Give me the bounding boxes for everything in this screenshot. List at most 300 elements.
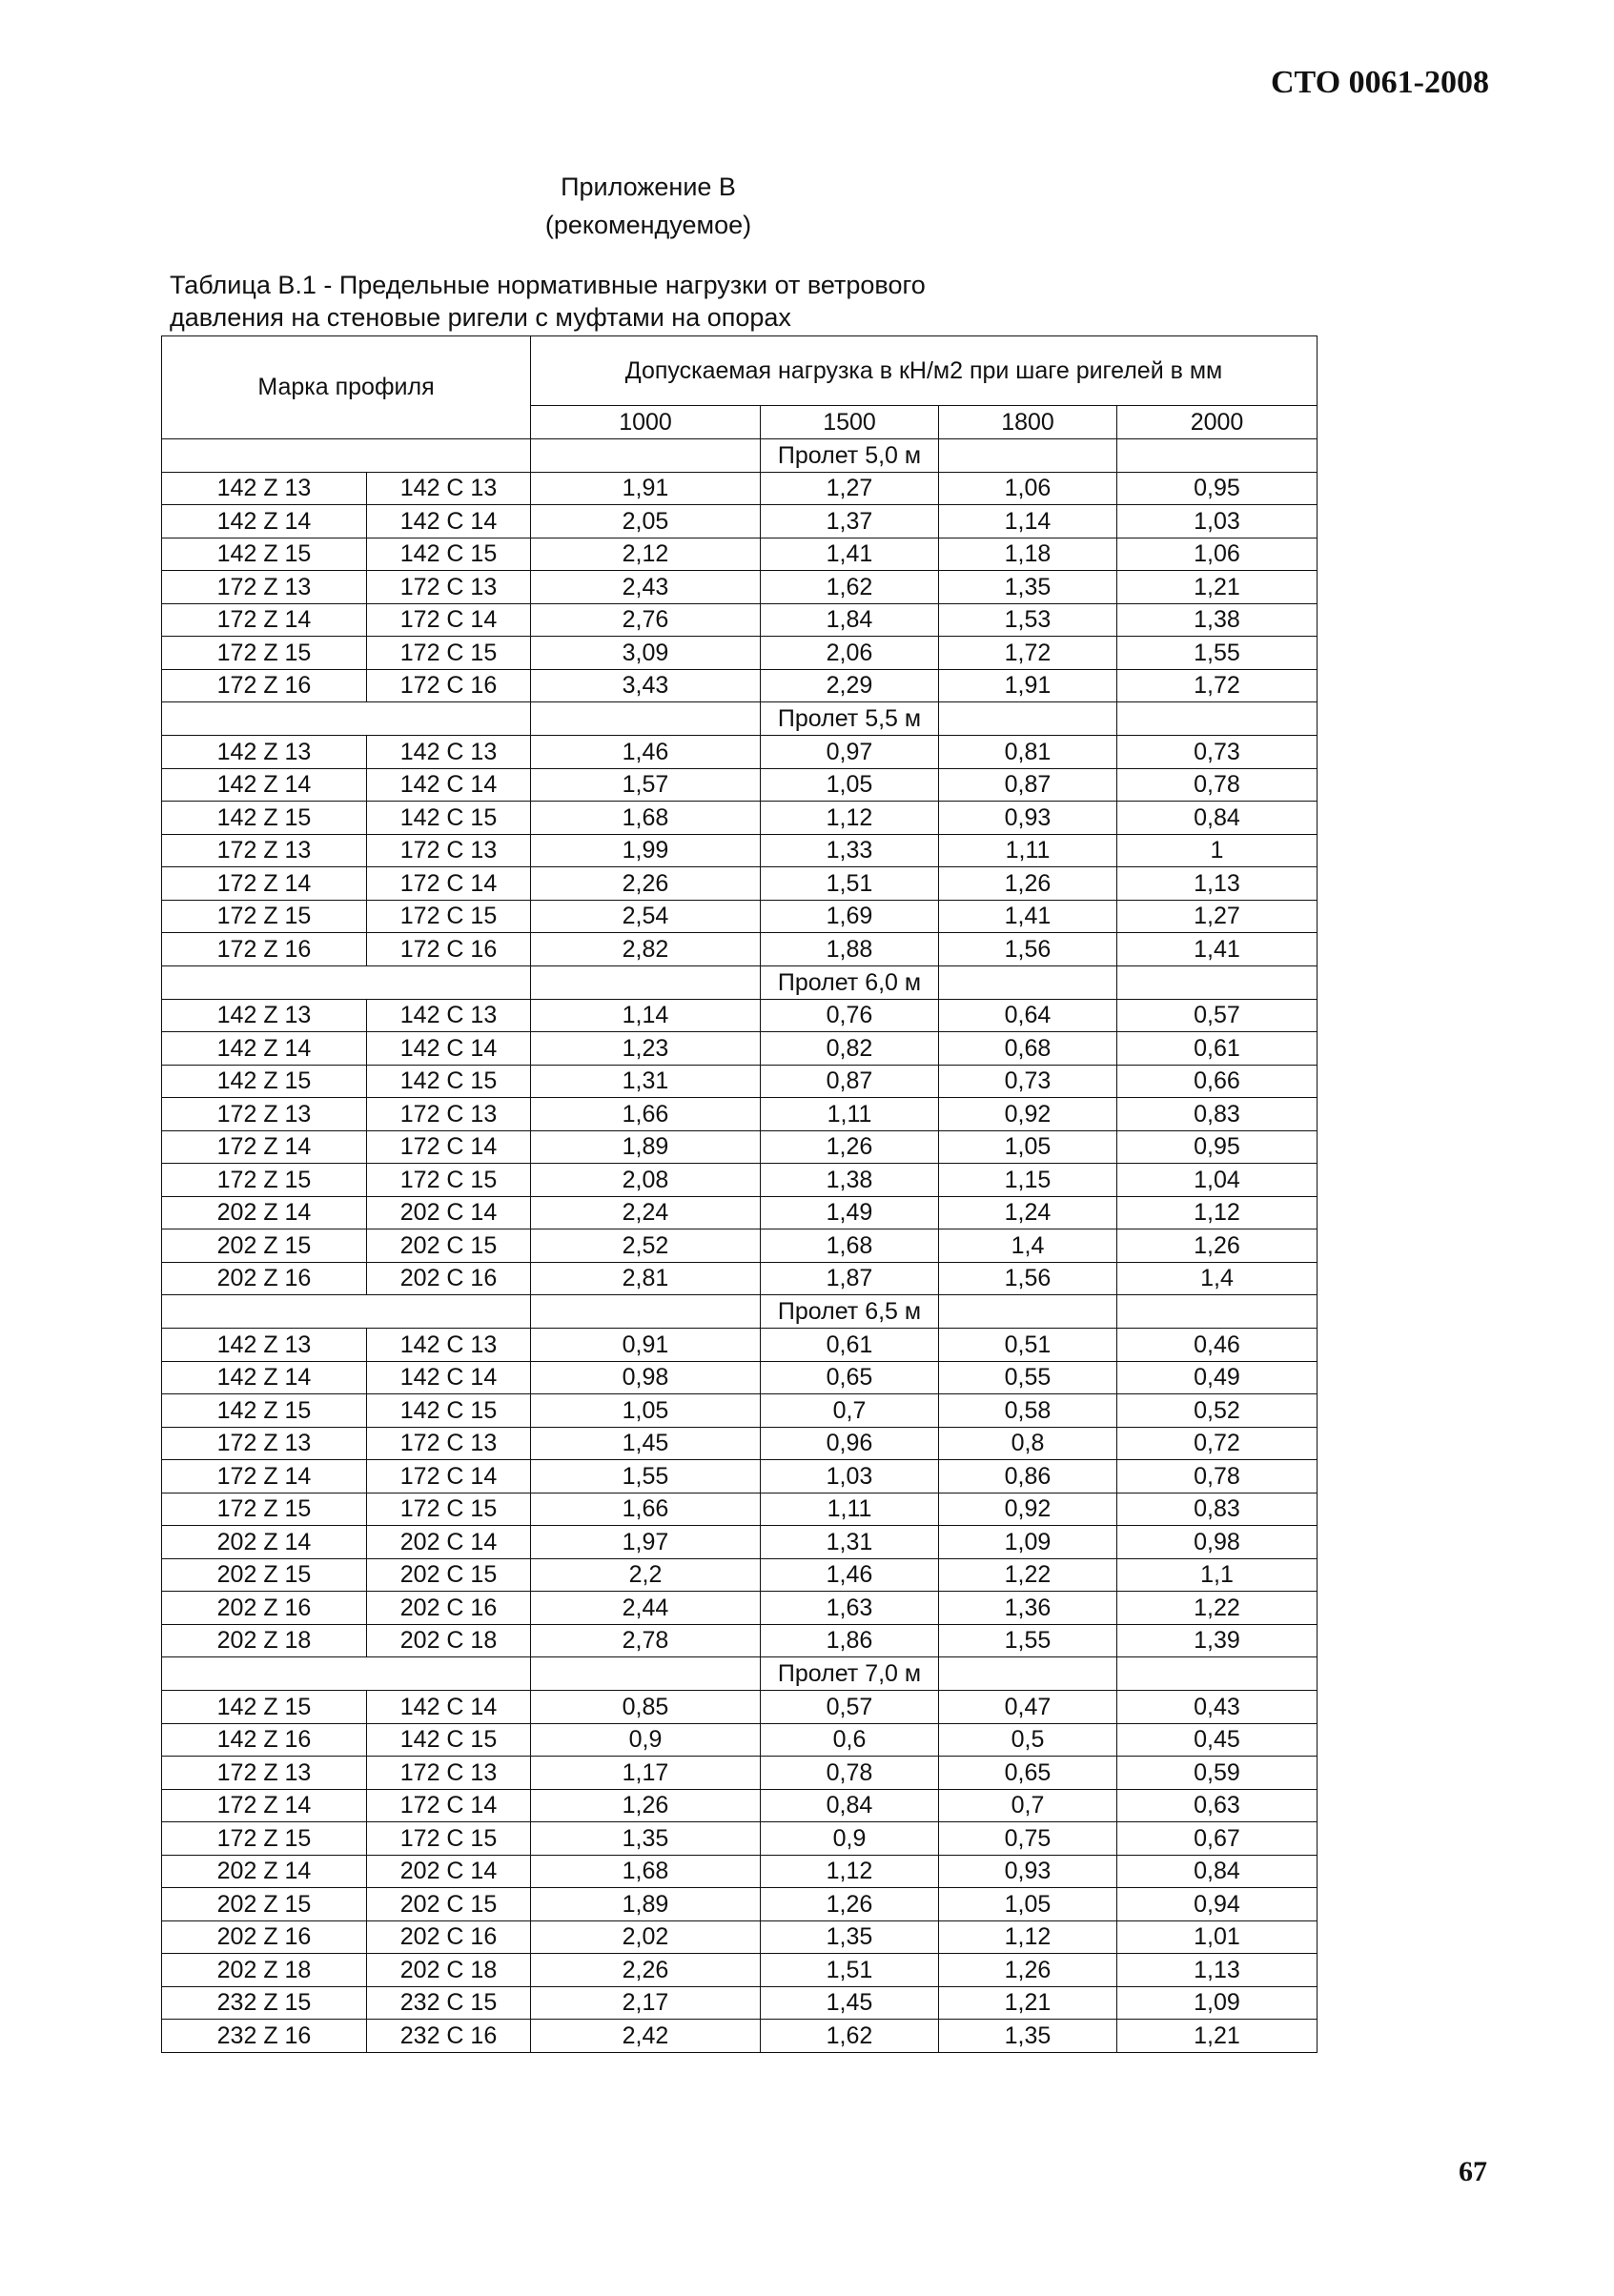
cell-profile-z: 232 Z 16: [162, 2020, 367, 2053]
cell-profile-z: 172 Z 13: [162, 1098, 367, 1131]
span-label: Пролет 7,0 м: [761, 1657, 939, 1691]
cell-profile-z: 172 Z 15: [162, 1164, 367, 1197]
cell-load-1800: 1,56: [939, 933, 1117, 966]
cell-profile-c: 142 C 13: [367, 472, 531, 505]
cell-load-2000: 1,13: [1117, 1954, 1318, 1987]
cell-load-1800: 0,92: [939, 1493, 1117, 1526]
cell-profile-z: 202 Z 15: [162, 1558, 367, 1592]
cell-load-1500: 1,33: [761, 834, 939, 867]
cell-profile-z: 172 Z 15: [162, 1493, 367, 1526]
cell-load-1800: 0,75: [939, 1822, 1117, 1856]
cell-load-2000: 0,98: [1117, 1526, 1318, 1559]
cell-load-2000: 0,78: [1117, 1460, 1318, 1493]
cell-load-2000: 0,49: [1117, 1361, 1318, 1394]
cell-load-2000: 1,06: [1117, 538, 1318, 571]
cell-profile-c: 202 C 18: [367, 1624, 531, 1657]
cell-profile-z: 142 Z 13: [162, 736, 367, 769]
cell-load-1500: 2,29: [761, 669, 939, 702]
cell-load-2000: 0,78: [1117, 768, 1318, 802]
cell-profile-c: 142 C 15: [367, 802, 531, 835]
cell-load-1500: 0,57: [761, 1691, 939, 1724]
cell-profile-z: 172 Z 13: [162, 834, 367, 867]
cell-load-1500: 2,06: [761, 637, 939, 670]
table-row: [162, 1888, 1318, 1921]
cell-load-1000: 2,08: [531, 1164, 761, 1197]
cell-profile-c: 202 C 15: [367, 1229, 531, 1263]
table-row: [162, 802, 1318, 835]
cell-load-1000: 1,99: [531, 834, 761, 867]
cell-load-2000: 1,39: [1117, 1624, 1318, 1657]
cell-load-1500: 1,87: [761, 1262, 939, 1295]
cell-load-1500: 1,62: [761, 2020, 939, 2053]
span-header-blank: [531, 1657, 761, 1691]
table-row: [162, 900, 1318, 933]
cell-profile-c: 142 C 14: [367, 1032, 531, 1066]
span-header-row: [162, 1295, 1318, 1329]
cell-load-2000: 1,41: [1117, 933, 1318, 966]
table-row: [162, 637, 1318, 670]
cell-load-2000: 1,4: [1117, 1262, 1318, 1295]
cell-profile-z: 172 Z 14: [162, 867, 367, 901]
cell-profile-c: 172 C 14: [367, 1789, 531, 1822]
span-header-blank: [1117, 1295, 1318, 1329]
cell-load-1800: 1,06: [939, 472, 1117, 505]
table-row: [162, 834, 1318, 867]
header-allowed-load: Допускаемая нагрузка в кН/м2 при шаге ригелей в мм: [531, 336, 1318, 406]
cell-load-1800: 0,55: [939, 1361, 1117, 1394]
cell-profile-z: 142 Z 13: [162, 1329, 367, 1362]
table-row: [162, 999, 1318, 1032]
table-row: [162, 768, 1318, 802]
cell-profile-z: 202 Z 14: [162, 1855, 367, 1888]
cell-load-1800: 1,05: [939, 1130, 1117, 1164]
cell-profile-c: 172 C 13: [367, 1098, 531, 1131]
span-header-blank: [162, 1295, 531, 1329]
cell-profile-c: 172 C 15: [367, 1822, 531, 1856]
table-row: [162, 1098, 1318, 1131]
cell-profile-c: 202 C 14: [367, 1196, 531, 1229]
cell-profile-z: 202 Z 15: [162, 1229, 367, 1263]
table-row: [162, 1558, 1318, 1592]
cell-load-1000: 0,98: [531, 1361, 761, 1394]
cell-load-1500: 1,84: [761, 603, 939, 637]
cell-load-1000: 1,68: [531, 802, 761, 835]
cell-load-1800: 1,55: [939, 1624, 1117, 1657]
table-row: [162, 1329, 1318, 1362]
cell-profile-c: 202 C 18: [367, 1954, 531, 1987]
cell-profile-c: 142 C 15: [367, 538, 531, 571]
cell-load-1800: 1,41: [939, 900, 1117, 933]
cell-load-2000: 1,38: [1117, 603, 1318, 637]
table-row: [162, 933, 1318, 966]
span-header-blank: [939, 1657, 1117, 1691]
cell-profile-c: 172 C 14: [367, 603, 531, 637]
cell-profile-c: 202 C 16: [367, 1920, 531, 1954]
table-row: [162, 1262, 1318, 1295]
cell-load-1500: 1,63: [761, 1592, 939, 1625]
cell-load-1800: 1,4: [939, 1229, 1117, 1263]
cell-profile-c: 172 C 13: [367, 571, 531, 604]
cell-load-1500: 1,37: [761, 505, 939, 538]
cell-profile-c: 172 C 16: [367, 669, 531, 702]
page-number: 67: [1459, 2156, 1487, 2187]
cell-profile-z: 172 Z 16: [162, 933, 367, 966]
cell-profile-z: 142 Z 13: [162, 472, 367, 505]
cell-load-1500: 0,9: [761, 1822, 939, 1856]
cell-profile-z: 172 Z 15: [162, 1822, 367, 1856]
cell-load-1800: 1,15: [939, 1164, 1117, 1197]
cell-load-2000: 0,63: [1117, 1789, 1318, 1822]
cell-load-2000: 1,13: [1117, 867, 1318, 901]
table-row: [162, 1526, 1318, 1559]
cell-load-2000: 0,94: [1117, 1888, 1318, 1921]
cell-load-2000: 1,72: [1117, 669, 1318, 702]
cell-load-1000: 1,89: [531, 1888, 761, 1921]
cell-load-2000: 0,45: [1117, 1723, 1318, 1757]
cell-profile-c: 172 C 15: [367, 1164, 531, 1197]
cell-profile-z: 202 Z 15: [162, 1888, 367, 1921]
cell-profile-c: 202 C 15: [367, 1558, 531, 1592]
cell-load-1500: 1,62: [761, 571, 939, 604]
cell-load-1500: 1,11: [761, 1493, 939, 1526]
cell-profile-c: 202 C 15: [367, 1888, 531, 1921]
cell-load-1500: 1,03: [761, 1460, 939, 1493]
cell-load-1500: 0,61: [761, 1329, 939, 1362]
cell-load-1800: 1,56: [939, 1262, 1117, 1295]
table-row: [162, 571, 1318, 604]
cell-profile-z: 172 Z 13: [162, 571, 367, 604]
table-row: [162, 472, 1318, 505]
cell-profile-z: 142 Z 14: [162, 1361, 367, 1394]
cell-profile-z: 142 Z 15: [162, 1065, 367, 1098]
cell-profile-z: 142 Z 16: [162, 1723, 367, 1757]
cell-load-1800: 1,11: [939, 834, 1117, 867]
cell-load-1800: 0,81: [939, 736, 1117, 769]
cell-profile-z: 172 Z 14: [162, 1130, 367, 1164]
table-row: [162, 1822, 1318, 1856]
cell-load-1500: 0,97: [761, 736, 939, 769]
load-table-body: [162, 336, 1318, 2053]
cell-load-1800: 1,36: [939, 1592, 1117, 1625]
cell-load-1800: 1,35: [939, 571, 1117, 604]
cell-load-1000: 2,52: [531, 1229, 761, 1263]
cell-load-2000: 1: [1117, 834, 1318, 867]
cell-load-1800: 0,93: [939, 802, 1117, 835]
cell-profile-c: 202 C 14: [367, 1855, 531, 1888]
cell-load-2000: 0,84: [1117, 802, 1318, 835]
span-header-blank: [162, 965, 531, 999]
cell-load-1500: 0,96: [761, 1427, 939, 1460]
cell-load-1800: 0,64: [939, 999, 1117, 1032]
cell-load-2000: 0,95: [1117, 1130, 1318, 1164]
cell-profile-c: 202 C 16: [367, 1262, 531, 1295]
cell-load-1000: 2,26: [531, 867, 761, 901]
table-row: [162, 1757, 1318, 1790]
table-row: [162, 538, 1318, 571]
cell-profile-c: 172 C 13: [367, 1427, 531, 1460]
cell-load-1800: 1,53: [939, 603, 1117, 637]
cell-load-1800: 0,86: [939, 1460, 1117, 1493]
cell-profile-z: 172 Z 14: [162, 1460, 367, 1493]
span-header-blank: [1117, 702, 1318, 736]
cell-profile-c: 142 C 15: [367, 1394, 531, 1428]
cell-profile-c: 172 C 14: [367, 1130, 531, 1164]
cell-load-1000: 1,35: [531, 1822, 761, 1856]
cell-load-1000: 1,89: [531, 1130, 761, 1164]
cell-profile-z: 172 Z 15: [162, 637, 367, 670]
cell-load-1500: 1,88: [761, 933, 939, 966]
cell-profile-z: 142 Z 15: [162, 538, 367, 571]
cell-profile-c: 142 C 14: [367, 505, 531, 538]
cell-load-2000: 0,73: [1117, 736, 1318, 769]
cell-profile-c: 142 C 13: [367, 736, 531, 769]
cell-load-2000: 1,09: [1117, 1986, 1318, 2020]
cell-profile-c: 172 C 15: [367, 637, 531, 670]
cell-load-1000: 1,57: [531, 768, 761, 802]
header-step-1800: 1800: [939, 406, 1117, 439]
span-header-blank: [1117, 965, 1318, 999]
cell-load-1500: 0,6: [761, 1723, 939, 1757]
cell-load-1500: 1,86: [761, 1624, 939, 1657]
cell-profile-c: 172 C 15: [367, 1493, 531, 1526]
load-table: [161, 335, 1318, 2053]
cell-load-1000: 2,26: [531, 1954, 761, 1987]
cell-load-1000: 1,97: [531, 1526, 761, 1559]
cell-load-1500: 1,05: [761, 768, 939, 802]
table-row: [162, 1196, 1318, 1229]
cell-profile-c: 232 C 16: [367, 2020, 531, 2053]
table-row: [162, 1460, 1318, 1493]
cell-load-2000: 0,66: [1117, 1065, 1318, 1098]
cell-load-1800: 1,26: [939, 867, 1117, 901]
span-label: Пролет 5,0 м: [761, 438, 939, 472]
cell-profile-c: 232 C 15: [367, 1986, 531, 2020]
span-header-blank: [162, 1657, 531, 1691]
table-row: [162, 1920, 1318, 1954]
appendix-heading: [477, 168, 820, 244]
table-row: [162, 603, 1318, 637]
table-row: [162, 1229, 1318, 1263]
cell-load-1000: 1,17: [531, 1757, 761, 1790]
cell-load-1800: 1,72: [939, 637, 1117, 670]
cell-load-2000: 0,83: [1117, 1493, 1318, 1526]
cell-load-2000: 1,03: [1117, 505, 1318, 538]
cell-profile-z: 202 Z 14: [162, 1196, 367, 1229]
table-row: [162, 1954, 1318, 1987]
cell-load-1800: 1,35: [939, 2020, 1117, 2053]
cell-profile-z: 202 Z 14: [162, 1526, 367, 1559]
cell-load-2000: 1,04: [1117, 1164, 1318, 1197]
table-header-row: [162, 336, 1318, 406]
cell-load-1000: 2,76: [531, 603, 761, 637]
table-row: [162, 867, 1318, 901]
header-step-1500: 1500: [761, 406, 939, 439]
appendix-title: Приложение В: [561, 173, 736, 201]
span-header-blank: [1117, 438, 1318, 472]
table-row: [162, 1427, 1318, 1460]
table-row: [162, 669, 1318, 702]
table-row: [162, 736, 1318, 769]
span-label: Пролет 5,5 м: [761, 702, 939, 736]
cell-load-1500: 0,65: [761, 1361, 939, 1394]
cell-profile-z: 142 Z 14: [162, 768, 367, 802]
cell-load-2000: 0,72: [1117, 1427, 1318, 1460]
cell-load-1800: 0,93: [939, 1855, 1117, 1888]
cell-load-1800: 0,68: [939, 1032, 1117, 1066]
cell-profile-z: 202 Z 18: [162, 1624, 367, 1657]
cell-load-1500: 0,76: [761, 999, 939, 1032]
cell-profile-c: 202 C 16: [367, 1592, 531, 1625]
cell-load-2000: 0,57: [1117, 999, 1318, 1032]
cell-load-1000: 1,91: [531, 472, 761, 505]
header-step-2000: 2000: [1117, 406, 1318, 439]
table-row: [162, 1394, 1318, 1428]
cell-profile-z: 202 Z 16: [162, 1592, 367, 1625]
cell-load-1500: 1,11: [761, 1098, 939, 1131]
cell-load-2000: 1,22: [1117, 1592, 1318, 1625]
cell-load-2000: 0,59: [1117, 1757, 1318, 1790]
span-header-blank: [162, 702, 531, 736]
cell-load-1800: 0,8: [939, 1427, 1117, 1460]
cell-load-1500: 0,7: [761, 1394, 939, 1428]
cell-load-1800: 1,18: [939, 538, 1117, 571]
span-header-blank: [531, 438, 761, 472]
span-header-blank: [939, 965, 1117, 999]
span-label: Пролет 6,0 м: [761, 965, 939, 999]
cell-load-2000: 1,55: [1117, 637, 1318, 670]
cell-load-1000: 1,23: [531, 1032, 761, 1066]
cell-load-1000: 1,66: [531, 1098, 761, 1131]
cell-load-1000: 2,82: [531, 933, 761, 966]
cell-load-1000: 1,68: [531, 1855, 761, 1888]
cell-profile-c: 172 C 14: [367, 1460, 531, 1493]
cell-load-2000: 1,26: [1117, 1229, 1318, 1263]
cell-load-1000: 2,54: [531, 900, 761, 933]
cell-profile-z: 172 Z 14: [162, 1789, 367, 1822]
table-row: [162, 1789, 1318, 1822]
cell-load-1000: 1,66: [531, 1493, 761, 1526]
cell-profile-c: 142 C 13: [367, 999, 531, 1032]
table-row: [162, 1361, 1318, 1394]
cell-load-1800: 0,47: [939, 1691, 1117, 1724]
table-caption-line-2: давления на стеновые ригели с муфтами на опорах: [170, 303, 791, 332]
span-header-blank: [939, 1295, 1117, 1329]
cell-profile-c: 142 C 14: [367, 1361, 531, 1394]
cell-profile-z: 172 Z 15: [162, 900, 367, 933]
cell-load-1500: 1,12: [761, 1855, 939, 1888]
cell-profile-c: 172 C 15: [367, 900, 531, 933]
table-row: [162, 1723, 1318, 1757]
cell-load-1000: 2,05: [531, 505, 761, 538]
cell-load-2000: 0,61: [1117, 1032, 1318, 1066]
cell-load-1800: 0,51: [939, 1329, 1117, 1362]
cell-load-1000: 2,43: [531, 571, 761, 604]
cell-load-1000: 1,14: [531, 999, 761, 1032]
cell-load-1800: 1,05: [939, 1888, 1117, 1921]
cell-load-1000: 3,09: [531, 637, 761, 670]
cell-profile-c: 172 C 13: [367, 834, 531, 867]
cell-profile-c: 142 C 15: [367, 1723, 531, 1757]
cell-load-1000: 2,24: [531, 1196, 761, 1229]
cell-load-1000: 2,42: [531, 2020, 761, 2053]
cell-load-1000: 0,85: [531, 1691, 761, 1724]
cell-load-1500: 1,69: [761, 900, 939, 933]
cell-load-1800: 1,26: [939, 1954, 1117, 1987]
document-code: СТО 0061-2008: [1270, 65, 1489, 100]
cell-load-1500: 1,68: [761, 1229, 939, 1263]
table-row: [162, 1592, 1318, 1625]
header-profile-mark: Марка профиля: [162, 336, 531, 439]
cell-load-1000: 1,31: [531, 1065, 761, 1098]
cell-load-2000: 1,21: [1117, 2020, 1318, 2053]
cell-load-1800: 1,22: [939, 1558, 1117, 1592]
cell-load-1800: 0,92: [939, 1098, 1117, 1131]
cell-load-1800: 0,73: [939, 1065, 1117, 1098]
cell-profile-z: 142 Z 13: [162, 999, 367, 1032]
cell-load-1000: 1,46: [531, 736, 761, 769]
cell-load-1500: 1,26: [761, 1130, 939, 1164]
cell-profile-c: 172 C 13: [367, 1757, 531, 1790]
cell-load-1000: 2,12: [531, 538, 761, 571]
span-header-blank: [162, 438, 531, 472]
cell-profile-c: 142 C 14: [367, 768, 531, 802]
table-row: [162, 505, 1318, 538]
span-header-blank: [531, 1295, 761, 1329]
cell-profile-z: 202 Z 16: [162, 1920, 367, 1954]
cell-load-2000: 1,1: [1117, 1558, 1318, 1592]
cell-load-1800: 1,12: [939, 1920, 1117, 1954]
span-header-row: [162, 1657, 1318, 1691]
cell-load-1800: 1,09: [939, 1526, 1117, 1559]
cell-load-1500: 1,27: [761, 472, 939, 505]
cell-load-1000: 1,45: [531, 1427, 761, 1460]
cell-load-2000: 0,67: [1117, 1822, 1318, 1856]
cell-load-1500: 1,35: [761, 1920, 939, 1954]
span-header-blank: [939, 702, 1117, 736]
cell-profile-z: 172 Z 14: [162, 603, 367, 637]
cell-load-1000: 2,17: [531, 1986, 761, 2020]
span-label: Пролет 6,5 м: [761, 1295, 939, 1329]
cell-load-1500: 1,51: [761, 1954, 939, 1987]
table-row: [162, 1855, 1318, 1888]
table-row: [162, 1032, 1318, 1066]
cell-profile-c: 142 C 15: [367, 1065, 531, 1098]
span-header-row: [162, 438, 1318, 472]
cell-load-1000: 3,43: [531, 669, 761, 702]
cell-load-1500: 1,26: [761, 1888, 939, 1921]
cell-load-2000: 0,46: [1117, 1329, 1318, 1362]
table-caption: [170, 269, 1028, 334]
cell-profile-c: 172 C 14: [367, 867, 531, 901]
cell-profile-z: 172 Z 13: [162, 1427, 367, 1460]
cell-profile-z: 142 Z 15: [162, 1394, 367, 1428]
header-step-1000: 1000: [531, 406, 761, 439]
cell-profile-c: 172 C 16: [367, 933, 531, 966]
cell-load-2000: 0,84: [1117, 1855, 1318, 1888]
cell-load-2000: 0,83: [1117, 1098, 1318, 1131]
cell-profile-c: 202 C 14: [367, 1526, 531, 1559]
cell-profile-z: 142 Z 14: [162, 1032, 367, 1066]
cell-load-1500: 1,12: [761, 802, 939, 835]
cell-load-1000: 2,81: [531, 1262, 761, 1295]
cell-load-1500: 1,51: [761, 867, 939, 901]
span-header-blank: [531, 965, 761, 999]
cell-load-2000: 1,27: [1117, 900, 1318, 933]
cell-load-1000: 1,05: [531, 1394, 761, 1428]
cell-load-1800: 0,87: [939, 768, 1117, 802]
cell-load-1800: 0,58: [939, 1394, 1117, 1428]
cell-profile-c: 142 C 14: [367, 1691, 531, 1724]
